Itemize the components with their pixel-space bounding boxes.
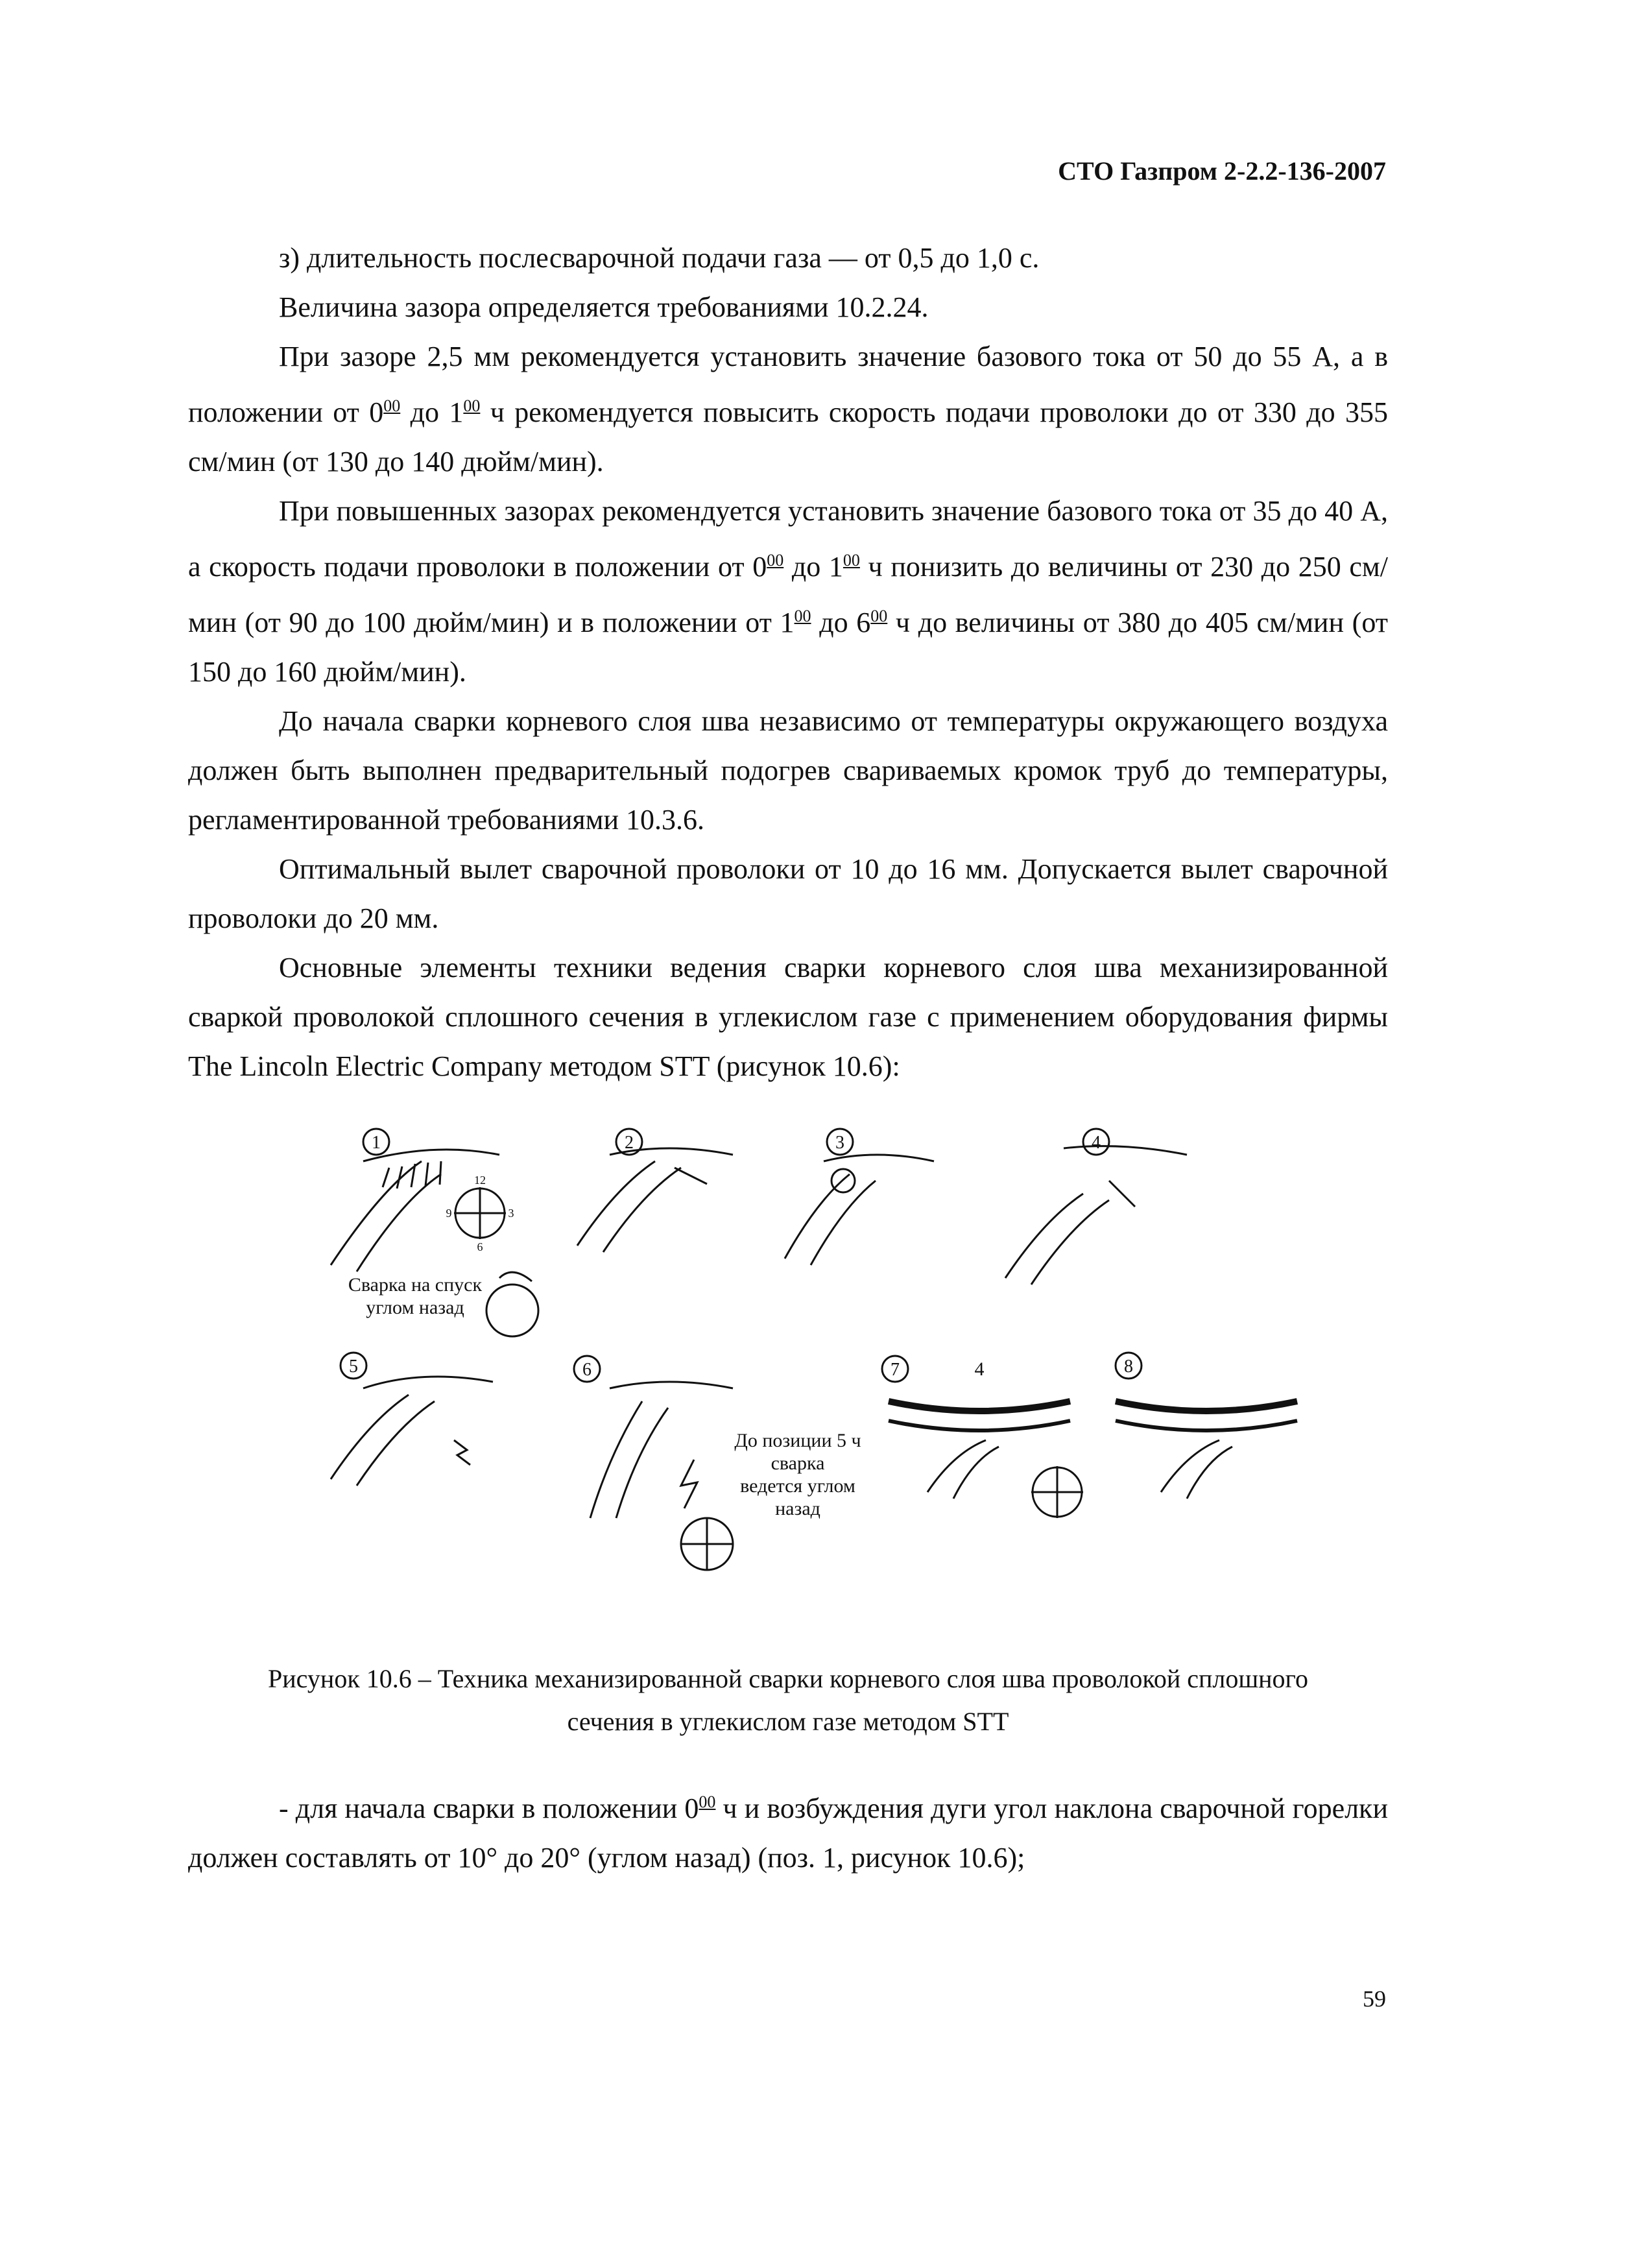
- panel-6-illustration: [590, 1382, 733, 1570]
- p4-text-d: до 6: [811, 607, 871, 638]
- label-pos5-line1: До позиции 5 ч: [734, 1430, 861, 1451]
- figure-caption: [188, 1658, 1388, 1743]
- marker-5-label: 5: [349, 1357, 358, 1377]
- paragraph-5: До начала сварки корневого слоя шва независимо от температуры окружающего воздуха должен быть выполнен предварительный подогрев свариваемых кромок труб до температуры, регламентированной требованиями 10.3.6.: [188, 705, 1388, 836]
- p4-sup-4: 00: [870, 607, 888, 625]
- panel-5-illustration: [331, 1377, 493, 1486]
- paragraph-1: з) длительность послесварочной подачи газа — от 0,5 до 1,0 с.: [279, 242, 1040, 274]
- marker-3-label: 3: [835, 1133, 844, 1153]
- p3-sup-1: 00: [383, 396, 401, 415]
- body-text: [188, 234, 1388, 1091]
- paragraph-7: Основные элементы техники ведения сварки корневого слоя шва механизированной сваркой проволокой сплошного сечения в углекислом газе с применением оборудования фирмы The Lincoln Electric Company методом STT (рисунок 10.6):: [188, 952, 1388, 1082]
- p4-text-e: ч до величины от 380 до 405 см/мин (от 150 до 160 дюйм/мин).: [188, 607, 1388, 688]
- bullet-sup: 00: [699, 1792, 716, 1811]
- label-downhill-line2: углом назад: [366, 1297, 464, 1318]
- panel-8-illustration: [1116, 1401, 1297, 1499]
- marker-8-label: 8: [1124, 1357, 1133, 1377]
- label-top-4: 4: [974, 1358, 985, 1380]
- p3-sup-2: 00: [463, 396, 481, 415]
- paragraph-2: Величина зазора определяется требованиями 10.2.24.: [279, 291, 929, 323]
- p3-text-c: ч рекомендуется повысить скорость подачи проволоки до от 330 до 355 см/мин (от 130 до 140 дюйм/мин).: [188, 396, 1389, 477]
- marker-6-label: 6: [582, 1360, 592, 1380]
- p4-text-c: ч понизить до величины от 230 до 250 см/мин (от 90 до 100 дюйм/мин) и в положении от 1: [188, 551, 1388, 638]
- panel-7-illustration: [889, 1401, 1083, 1518]
- marker-2-label: 2: [625, 1133, 634, 1153]
- clock-label-right: 3: [508, 1207, 514, 1220]
- paragraph-6: Оптимальный вылет сварочной проволоки от 10 до 16 мм. Допускается вылет сварочной проволоки до 20 мм.: [188, 853, 1388, 934]
- bullet-paragraph: [188, 1778, 1388, 1883]
- caption-line-1: Рисунок 10.6 – Техника механизированной сварки корневого слоя шва проволокой сплошного: [268, 1664, 1308, 1693]
- marker-7-label: 7: [891, 1360, 900, 1380]
- p4-sup-1: 00: [767, 551, 784, 570]
- figure-welding-technique: [305, 1116, 1317, 1635]
- p4-text-b: до 1: [783, 551, 843, 583]
- clock-label-bottom: 6: [477, 1240, 483, 1253]
- p4-sup-3: 00: [794, 607, 811, 625]
- panel-4-illustration: [1005, 1146, 1187, 1285]
- bullet-text-b: ч и возбуждения дуги угол наклона сварочной горелки должен составлять от 10° до 20° (углом назад) (поз. 1, рисунок 10.6);: [188, 1792, 1388, 1874]
- clock-label-left: 9: [446, 1207, 452, 1220]
- paragraph-3: [188, 332, 1388, 487]
- label-pos5-line3: ведется углом: [740, 1475, 855, 1497]
- marker-1-label: 1: [372, 1133, 381, 1153]
- clock-label-top: 12: [474, 1174, 486, 1187]
- page-number: 59: [1363, 1986, 1386, 2012]
- panel-2-illustration: [577, 1148, 733, 1252]
- panel-3-illustration: [785, 1155, 934, 1265]
- label-downhill-line1: Сварка на спуск: [348, 1274, 483, 1296]
- caption-line-2: сечения в углекислом газе методом STT: [567, 1707, 1009, 1736]
- p3-text-a: При зазоре 2,5 мм рекомендуется установить значение базового тока от 50 до 55 А, а в положении от 0: [188, 341, 1388, 428]
- document-header: СТО Газпром 2-2.2-136-2007: [1058, 156, 1386, 186]
- marker-4-label: 4: [1092, 1133, 1101, 1153]
- p4-text-a: При повышенных зазорах рекомендуется установить значение базового тока от 35 до 40 А, а скорость подачи проволоки в положении от 0: [188, 495, 1388, 583]
- label-pos5-line4: назад: [775, 1498, 820, 1519]
- paragraph-4: [188, 487, 1388, 697]
- downhill-circle-diagram: [486, 1272, 538, 1336]
- bullet-text-a: - для начала сварки в положении 0: [279, 1792, 699, 1824]
- p3-text-b: до 1: [400, 396, 464, 428]
- bottom-text: [188, 1778, 1388, 1883]
- label-pos5-line2: сварка: [771, 1453, 825, 1474]
- p4-sup-2: 00: [843, 551, 860, 570]
